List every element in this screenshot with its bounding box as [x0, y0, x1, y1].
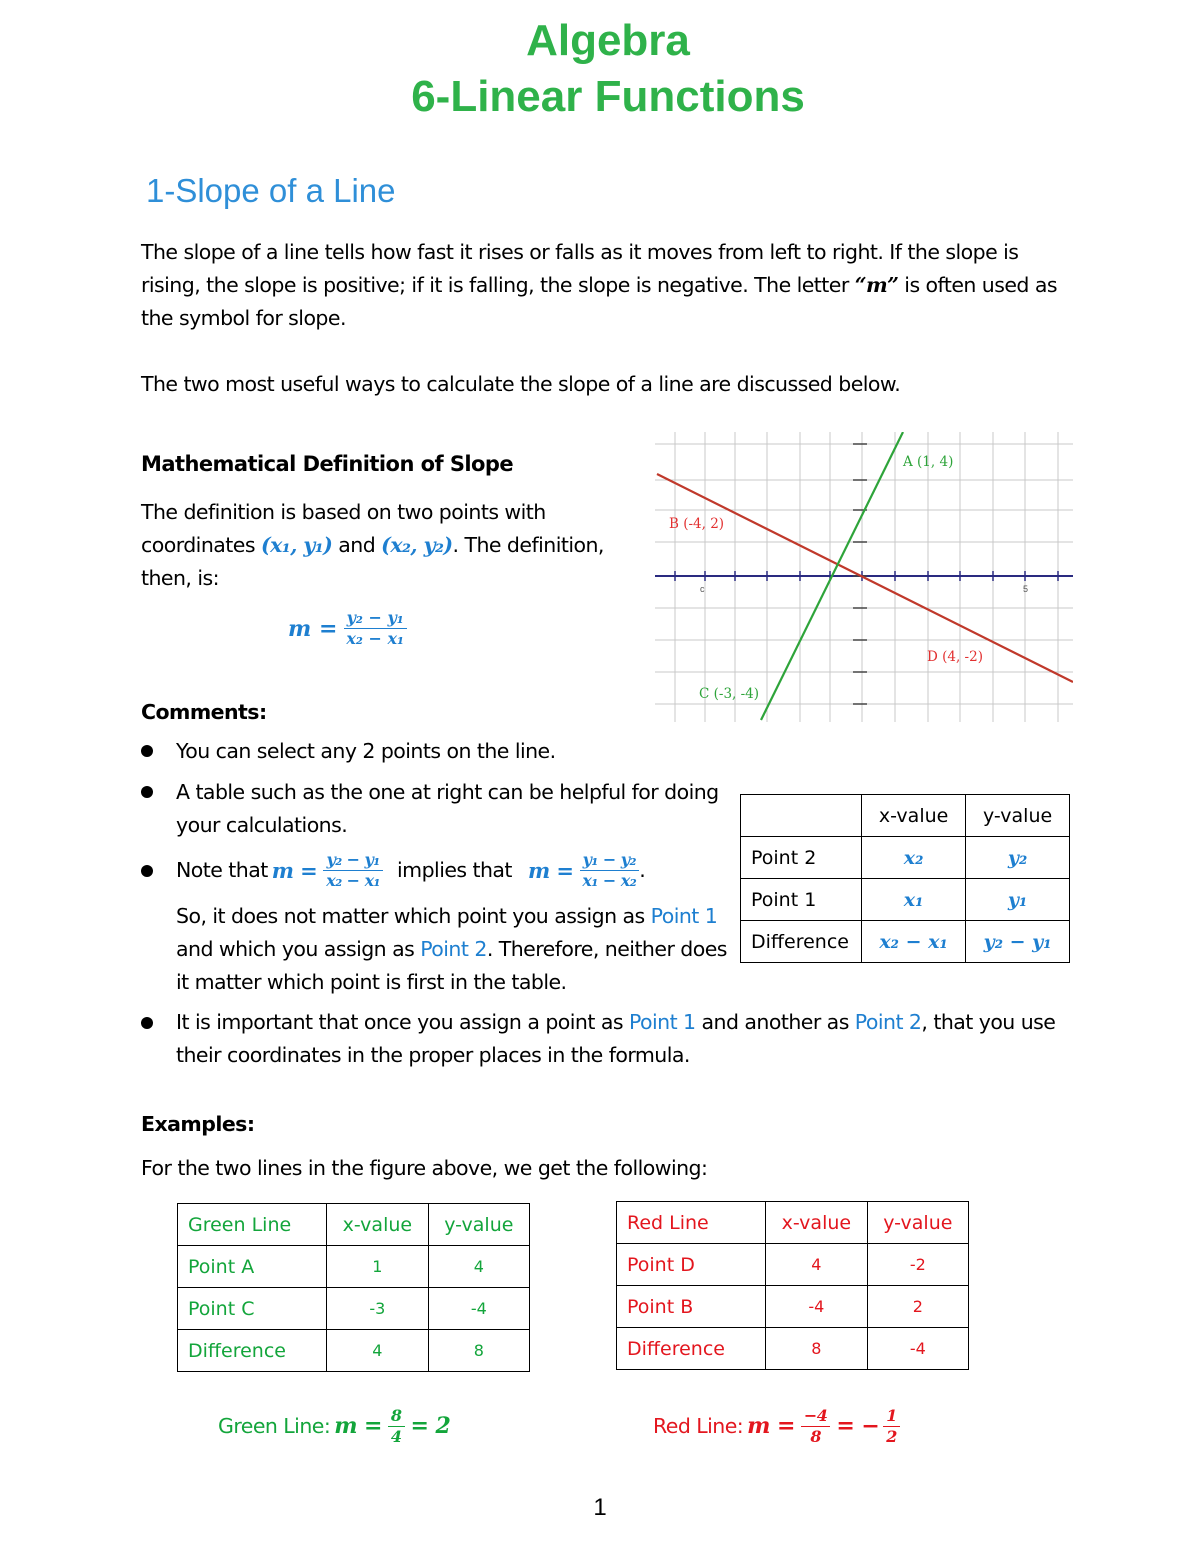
slope-formula: m = $\frac{\text{y₂ − y₁}}{\text{x₂ − x₁}}$ [288, 608, 407, 649]
label-point-a: A (1, 4) [903, 454, 954, 470]
examples-intro: For the two lines in the figure above, we get the following: [141, 1156, 708, 1180]
coordinate-graph [655, 432, 1073, 722]
document-subtitle: 6-Linear Functions [411, 72, 805, 121]
tick-label-right: 5 [1023, 584, 1029, 594]
comments-heading: Comments: [141, 700, 267, 724]
bullet-3 [141, 865, 153, 877]
label-point-b: B (-4, 2) [669, 516, 725, 532]
intro-line-4: The two most useful ways to calculate the slope of a line are discussed below. [141, 372, 901, 396]
m-symbol: “m” [854, 273, 899, 297]
document-title: Algebra [526, 16, 690, 65]
page-number: 1 [593, 1494, 607, 1521]
coord-2: (x₂, y₂) [381, 533, 453, 557]
intro-paragraph [141, 236, 1101, 335]
comment-1: You can select any 2 points on the line. [176, 739, 556, 763]
definition-text: The definition is based on two points with coordinates (x₁, y₁) and (x₂, y₂). The definition, then, is: [141, 500, 604, 590]
intro-line-2: rising, the slope is positive; if it is falling, the slope is negative. The letter “m” is often used as [141, 273, 1058, 297]
green-line-result: Green Line: m = $\frac{8}{4}$ = 2 [218, 1405, 451, 1446]
label-point-c: C (-3, -4) [699, 686, 760, 702]
red-line [657, 474, 1073, 682]
tick-label-left: c [700, 584, 705, 594]
green-line-table: Green Line x-value y-value Point A 1 4 Point C -3 -4 Difference 4 8 [177, 1203, 530, 1372]
section-heading: 1-Slope of a Line [146, 172, 396, 209]
comment-2: A table such as the one at right can be helpful for doing your calculations. [176, 780, 719, 837]
coord-1: (x₁, y₁) [260, 533, 333, 557]
definition-heading: Mathematical Definition of Slope [141, 452, 514, 476]
red-line-table: Red Line x-value y-value Point D 4 -2 Point B -4 2 Difference 8 -4 [616, 1201, 969, 1370]
bullet-2 [141, 786, 153, 798]
comment-4: It is important that once you assign a point as Point 1 and another as Point 2, that you use their coordinates in the proper places in the formula. [176, 1010, 1056, 1067]
red-line-result: Red Line: m = $\frac{-4}{8}$ = − $\frac{1}{2}$ [653, 1400, 900, 1452]
label-point-d: D (4, -2) [927, 649, 983, 665]
comment-3-text: So, it does not matter which point you assign as Point 1 and which you assign as Point 2. Therefore, neither does it matter which point is first in the table. [176, 904, 727, 994]
bullet-4 [141, 1017, 153, 1029]
generic-point-table: x-value y-value Point 2 x₂ y₂ Point 1 x₁ y₁ Difference x₂ − x₁ y₂ − y₁ [740, 794, 1070, 963]
comment-3-formula: Note that m = $\frac{\text{y₂ − y₁}}{\text{x₂ − x₁}}$ implies that m = $\frac{\text{y₁ − y₂}}{\text{x₁ − x₂}}$ . [176, 849, 646, 890]
bullet-1 [141, 745, 153, 757]
intro-line-1: The slope of a line tells how fast it rises or falls as it moves from left to right. If the slope is [141, 240, 1019, 264]
intro-line-3: the symbol for slope. [141, 306, 346, 330]
examples-heading: Examples: [141, 1112, 255, 1136]
